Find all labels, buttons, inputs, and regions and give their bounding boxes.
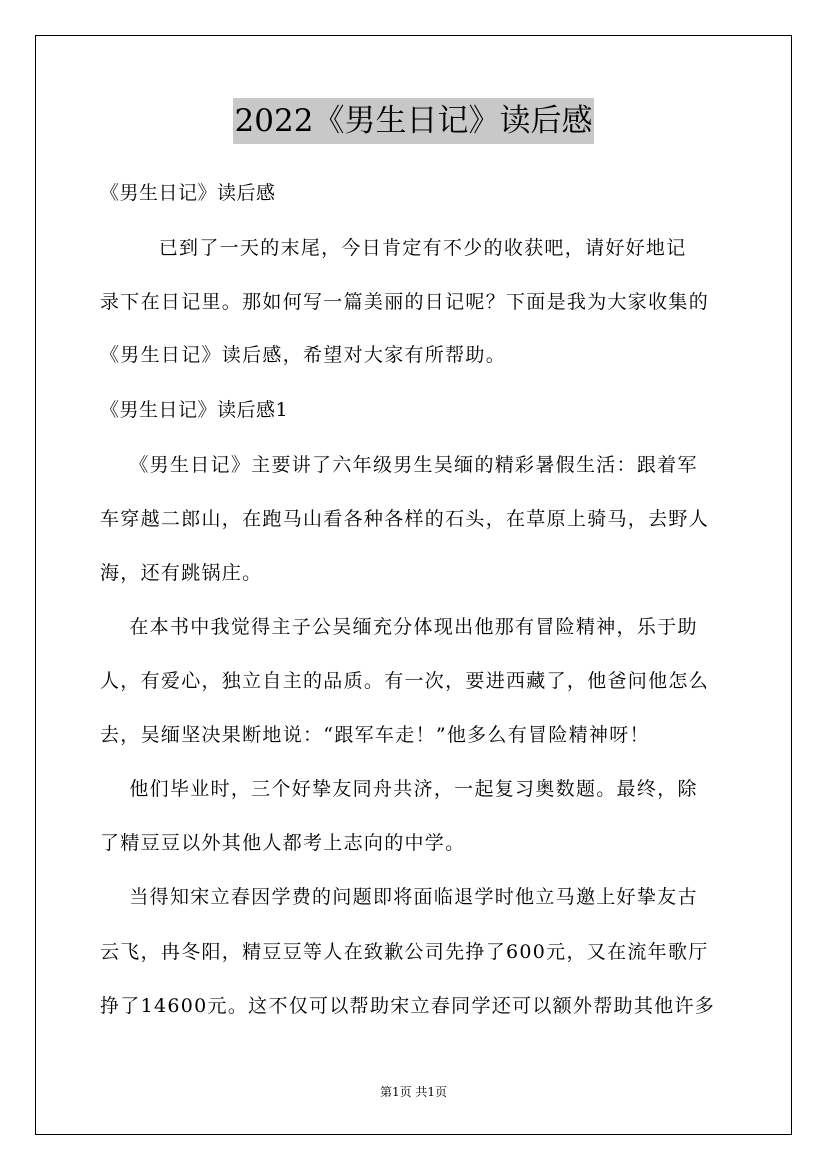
paragraph-line: 挣了14600元。这不仅可以帮助宋立春同学还可以额外帮助其他许多 xyxy=(100,995,716,1017)
paragraph-line: 当得知宋立春因学费的问题即将面临退学时他立马邀上好挚友古 xyxy=(100,886,698,908)
paragraph-line: 《男生日记》读后感，希望对大家有所帮助。 xyxy=(100,344,507,366)
paragraph-line: 已到了一天的末尾，今日肯定有不少的收获吧，请好好地记 xyxy=(100,237,687,259)
paragraph-line: 车穿越二郎山，在跑马山看各种各样的石头，在草原上骑马，去野人 xyxy=(100,508,710,530)
paragraph-line: 《男生日记》主要讲了六年级男生吴缅的精彩暑假生活：跟着军 xyxy=(100,454,698,476)
paragraph-line: 海，还有跳锅庄。 xyxy=(100,562,263,584)
paragraph-line: 在本书中我觉得主子公吴缅充分体现出他那有冒险精神，乐于助 xyxy=(100,616,698,638)
paragraph-line: 人，有爱心，独立自主的品质。有一次，要进西藏了，他爸问他怎么 xyxy=(100,670,710,692)
paragraph-line: 录下在日记里。那如何写一篇美丽的日记呢？下面是我为大家收集的 xyxy=(100,291,710,313)
paragraph-line: 他们毕业时，三个好挚友同舟共济，一起复习奥数题。最终，除 xyxy=(100,778,698,800)
page-footer: 第1页 共1页 xyxy=(379,1085,448,1099)
paragraph-line: 了精豆豆以外其他人都考上志向的中学。 xyxy=(100,832,466,854)
document-title: 2022《男生日记》读后感 xyxy=(233,98,595,144)
subheading: 《男生日记》读后感 xyxy=(100,182,276,204)
paragraph-line: 去，吴缅坚决果断地说：“跟军车走！”他多么有冒险精神呀！ xyxy=(100,724,650,746)
title-container xyxy=(0,98,827,144)
subheading: 《男生日记》读后感1 xyxy=(100,399,289,421)
paragraph-line: 云飞，冉冬阳，精豆豆等人在致歉公司先挣了600元，又在流年歌厅 xyxy=(100,941,709,963)
